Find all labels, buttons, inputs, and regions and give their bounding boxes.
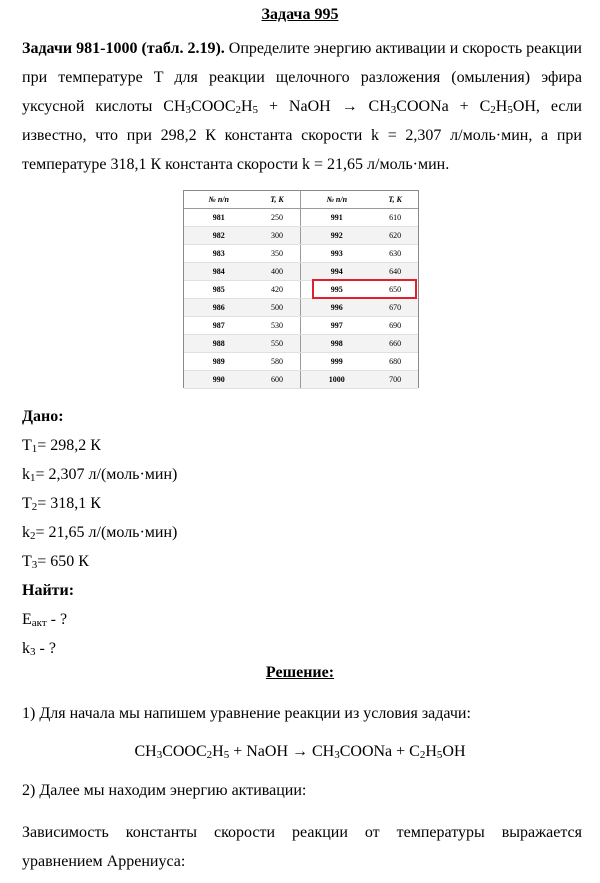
temperature-cell: 420 [253,281,301,299]
variant-number-cell: 982 [184,227,253,245]
solution-step-2: 2) Далее мы находим энергию активации: [22,782,307,799]
temperature-cell: 250 [253,209,301,227]
symbol: k [22,466,30,483]
variant-number-cell: 992 [301,227,372,245]
table-header-row [184,191,418,209]
value: - ? [35,640,56,657]
solution-heading [0,664,600,682]
table-row [184,371,418,389]
temperature-cell: 680 [372,353,418,371]
header-cell: T, K [253,191,301,209]
temperature-cell: 580 [253,353,301,371]
variant-number-cell: 995 [301,281,372,299]
subscript: 2 [490,104,496,116]
temperature-cell: 670 [372,299,418,317]
variant-number-cell: 986 [184,299,253,317]
table-row [184,335,418,353]
problem-text: H [240,98,253,115]
table-row [184,227,418,245]
find-activation-energy [22,611,67,629]
solution-step-1: 1) Для начала мы напишем уравнение реакции из условия задачи: [22,705,471,722]
eq-part: H [212,743,224,760]
symbol: T [22,553,32,570]
find-label: Найти: [22,582,75,599]
variant-number-cell: 983 [184,245,253,263]
temperature-cell: 550 [253,335,301,353]
task-title: Задача 995 [261,6,339,23]
solution-label: Решение: [265,664,335,681]
variant-number-cell: 998 [301,335,372,353]
problem-text: OH, если известно, что при 298,2 К константа скорости k = 2,307 л/моль·мин, а при температуре 318,1 К константа скорости k = 21,65 л/моль·мин. [22,98,582,173]
variant-number-cell: 990 [184,371,253,389]
subscript: 5 [223,749,230,761]
temperature-cell: 600 [253,371,301,389]
subscript: 3 [156,749,163,761]
variant-number-cell: 987 [184,317,253,335]
subscript: 5 [436,749,443,761]
temperature-cell: 300 [253,227,301,245]
problem-text: + NaOH → CH [258,98,391,115]
subscript: 3 [30,646,36,658]
problem-text: H [495,98,508,115]
header-cell: № п/п [184,191,253,209]
temperature-cell: 400 [253,263,301,281]
symbol: k [22,524,30,541]
temperature-cell: 650 [372,281,418,299]
symbol: E [22,611,32,628]
variant-number-cell: 999 [301,353,372,371]
given-k2 [22,524,177,542]
subscript: 1 [30,472,36,484]
subscript: 3 [31,559,38,571]
table-row [184,299,418,317]
variant-number-cell: 988 [184,335,253,353]
value: - ? [46,611,68,628]
temperature-cell: 700 [372,371,418,389]
problem-text: COOC [191,98,236,115]
eq-part: H [425,743,437,760]
variant-number-cell: 991 [301,209,372,227]
symbol: T [22,437,32,454]
find-k3 [22,640,56,658]
variant-number-cell: 984 [184,263,253,281]
temperature-cell: 620 [372,227,418,245]
table-row [184,353,418,371]
temperature-cell: 690 [372,317,418,335]
symbol: k [22,640,30,657]
temperature-cell: 350 [253,245,301,263]
subscript: 3 [334,749,340,761]
subscript: 5 [507,104,513,116]
subscript: 2 [31,501,38,513]
subscript: 2 [419,749,426,761]
reaction-equation [0,743,600,761]
value: = 318,1 К [37,495,101,512]
temperature-cell: 610 [372,209,418,227]
subscript: 3 [390,104,397,116]
given-k1 [22,466,177,484]
table-row [184,245,418,263]
given-t3 [22,553,89,571]
variant-number-cell: 985 [184,281,253,299]
value: = 298,2 К [37,437,101,454]
subscript: акт [31,617,47,629]
header-cell: T, K [372,191,418,209]
subscript: 1 [31,443,38,455]
highlight-box [312,279,417,299]
subscript: 2 [206,749,213,761]
table-row [184,209,418,227]
value: = 2,307 л/(моль·мин) [35,466,178,483]
variant-number-cell: 994 [301,263,372,281]
eq-part: OH [442,743,466,760]
temperature-cell: 660 [372,335,418,353]
variant-number-cell: 997 [301,317,372,335]
variant-number-cell: 981 [184,209,253,227]
given-label: Дано: [22,408,64,425]
given-t1 [22,437,101,455]
variant-number-cell: 1000 [301,371,372,389]
subscript: 5 [252,104,259,116]
variant-number-cell: 989 [184,353,253,371]
subscript: 2 [235,104,241,116]
eq-part: COONa + C [339,743,420,760]
given-t2 [22,495,101,513]
problem-heading: Задачи 981-1000 (табл. 2.19). [22,40,225,57]
temperature-cell: 630 [372,245,418,263]
table-row [184,263,418,281]
symbol: T [22,495,32,512]
eq-part: COOC [162,743,207,760]
temperature-cell: 500 [253,299,301,317]
variant-number-cell: 993 [301,245,372,263]
table-row [184,317,418,335]
eq-part: CH [134,743,157,760]
subscript: 3 [185,104,192,116]
problem-statement [22,34,582,179]
value: = 21,65 л/(моль·мин) [35,524,178,541]
problem-text: COONa + C [396,98,491,115]
temperature-cell: 530 [253,317,301,335]
header-cell: № п/п [301,191,372,209]
problem-text: Определите энергию активации и скорость реакции при температуре T для реакции щелочного разложения (омыления) эфира уксусной кислоты CH [22,40,582,115]
value: = 650 К [37,553,89,570]
eq-part: + NaOH → CH [229,743,335,760]
arrhenius-text: Зависимость константы скорости реакции от температуры выражается уравнением Аррениуса: [22,824,582,870]
variant-number-cell: 996 [301,299,372,317]
subscript: 2 [30,530,36,542]
temperature-cell: 640 [372,263,418,281]
